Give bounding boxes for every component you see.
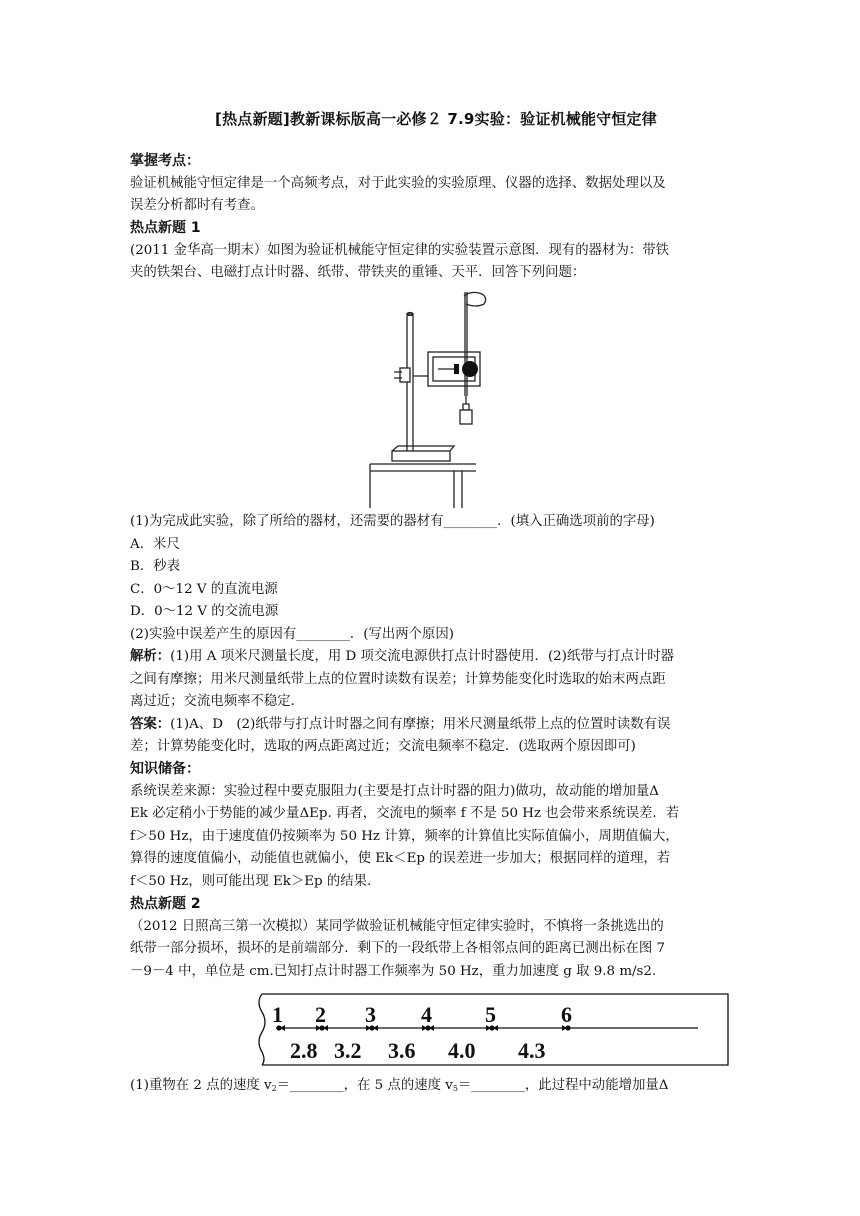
tape-point — [272, 1002, 283, 1031]
knowledge-line: 系统误差来源：实验过程中要克服阻力(主要是打点计时器的阻力)做功，故动能的增加量Δ — [130, 783, 659, 799]
question1-body — [130, 511, 742, 759]
option-a: A．米尺 — [130, 536, 180, 552]
q2-part1-text: (1)重物在 2 点的速度 v — [130, 1078, 272, 1093]
question1-intro-line: 夹的铁架台、电磁打点计时器、纸带、带铁夹的重锤、天平．回答下列问题： — [130, 265, 586, 280]
question1-header — [130, 217, 742, 285]
tape-gap: 2.8 — [290, 1038, 318, 1063]
tape-gap: 3.6 — [388, 1038, 416, 1063]
question1-intro-line: (2011 金华高一期末）如图为验证机械能守恒定律的实验装置示意图．现有的器材为：带铁 — [130, 242, 670, 258]
answer-label: 答案： — [130, 716, 171, 732]
paper-tape-figure — [256, 992, 732, 1068]
option-c: C．0～12 V 的直流电源 — [130, 581, 278, 597]
timer-magnet-icon — [462, 361, 478, 377]
analysis-line — [130, 646, 742, 669]
q2-part1-text: ＝________，在 5 点的速度 v — [276, 1078, 453, 1093]
answer-text: (1)A、D (2)纸带与打点计时器之间有摩擦；用米尺测量纸带上点的位置时读数有误 — [170, 716, 671, 732]
subscript: 5 — [452, 1084, 458, 1093]
svg-text:6: 6 — [561, 1002, 572, 1027]
key-points-line: 误差分析都时有考查。 — [130, 198, 264, 213]
question2-section — [130, 893, 742, 983]
key-points-heading: 掌握考点： — [130, 153, 200, 169]
analysis-label: 解析： — [130, 649, 171, 664]
svg-text:3: 3 — [365, 1002, 376, 1027]
question1-part2: (2)实验中误差产生的原因有________．(写出两个原因) — [130, 626, 455, 642]
knowledge-line: 算得的速度值偏小，动能值也就偏小，使 Ek＜Ep 的误差进一步加大；根据同样的道理，若 — [130, 851, 671, 866]
svg-text:5: 5 — [485, 1002, 496, 1027]
option-b: B．秒表 — [130, 559, 181, 574]
question1-part1: (1)为完成此实验，除了所给的器材，还需要的器材有________．(填入正确选项前的字母) — [130, 514, 655, 529]
svg-text:4: 4 — [421, 1002, 432, 1027]
question2-line: 纸带一部分损坏，损坏的是前端部分．剩下的一段纸带上各相邻点间的距离已测出标在图 7 — [130, 941, 666, 956]
tape-gap: 3.2 — [334, 1038, 362, 1063]
answer-line: 差；计算势能变化时，选取的两点距离过近；交流电频率不稳定．(选取两个原因即可) — [130, 739, 636, 754]
analysis-text: (1)用 A 项米尺测量长度，用 D 项交流电源供打点计时器使用．(2)纸带与打点计时器 — [170, 649, 675, 664]
svg-text:2: 2 — [315, 1002, 326, 1027]
analysis-line: 之间有摩擦；用米尺测量纸带上点的位置时读数有误差；计算势能变化时选取的始末两点距 — [130, 671, 666, 687]
key-points-section — [130, 150, 742, 218]
question2-heading: 热点新题 2 — [130, 896, 201, 912]
document-title: [热点新题]教新课标版高一必修２ 7.9实验：验证机械能守恒定律 — [215, 110, 657, 128]
question1-heading: 热点新题 1 — [130, 220, 201, 236]
tape-gap: 4.0 — [448, 1038, 476, 1063]
knowledge-section — [130, 758, 742, 893]
question2-line: （2012 日照高三第一次模拟）某同学做验证机械能守恒定律实验时，不慎将一条挑选出的 — [130, 918, 664, 934]
apparatus-figure — [368, 286, 488, 508]
answer-line — [130, 714, 742, 737]
question2-part1 — [130, 1075, 742, 1098]
knowledge-line: Ek 必定稍小于势能的减少量ΔEp. 再者，交流电的频率 f 不是 50 Hz 也会带来系统误差．若 — [130, 806, 680, 821]
svg-text:1: 1 — [272, 1002, 283, 1027]
knowledge-heading: 知识储备： — [130, 761, 200, 777]
knowledge-line: f＞50 Hz，由于速度值仍按频率为 50 Hz 计算，频率的计算值比实际值偏小，周期值偏大， — [130, 828, 679, 844]
subscript: 2 — [271, 1084, 277, 1093]
question2-line: －9－4 中，单位是 cm.已知打点计时器工作频率为 50 Hz，重力加速度 g 取 9.8 m/s2. — [130, 963, 657, 979]
knowledge-line: f＜50 Hz，则可能出现 Ek＞Ep 的结果. — [130, 873, 372, 889]
key-points-line: 验证机械能守恒定律是一个高频考点，对于此实验的实验原理、仪器的选择、数据处理以及 — [130, 175, 666, 191]
q2-part1-text: ＝________，此过程中动能增加量Δ — [457, 1078, 669, 1093]
tape-gap: 4.3 — [518, 1038, 546, 1063]
analysis-line: 离过近；交流电频率不稳定． — [130, 694, 305, 709]
option-d: D．0～12 V 的交流电源 — [130, 604, 279, 619]
